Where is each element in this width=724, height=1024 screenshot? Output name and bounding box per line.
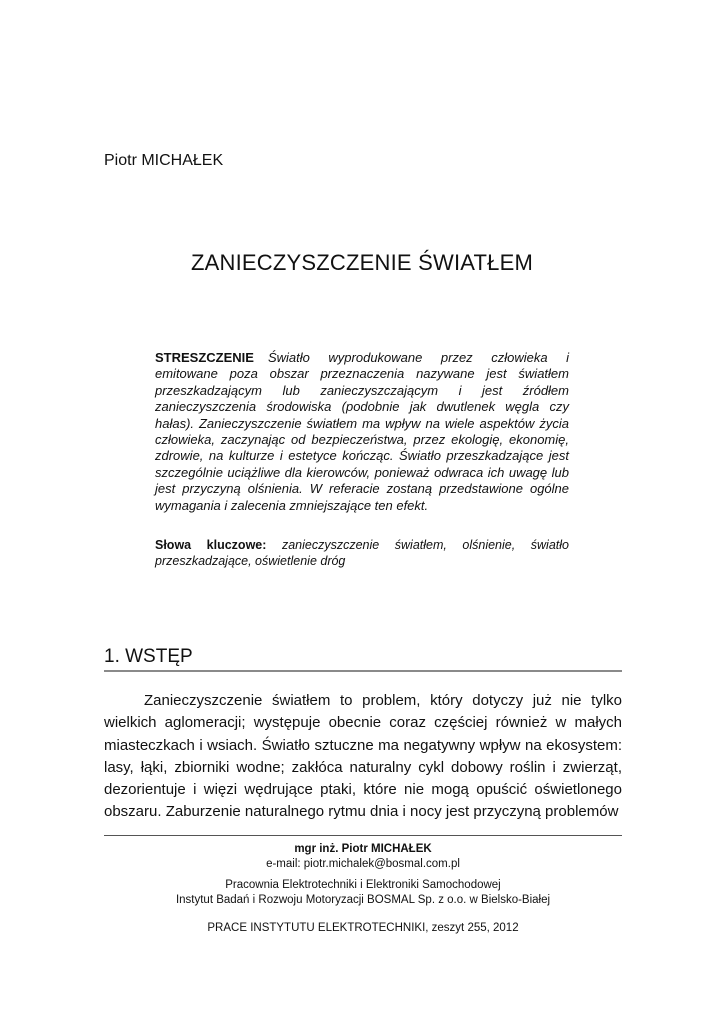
- keywords: [155, 537, 569, 570]
- footer-lab: Pracownia Elektrotechniki i Elektroniki Samochodowej: [225, 879, 501, 891]
- footer-institute: Instytut Badań i Rozwoju Motoryzacji BOSMAL Sp. z o.o. w Bielsko-Białej: [175, 894, 551, 906]
- footer-divider: [104, 835, 622, 836]
- footer-author-name: mgr inż. Piotr MICHAŁEK: [294, 843, 432, 855]
- footer-journal: PRACE INSTYTUTU ELEKTROTECHNIKI, zeszyt 255, 2012: [207, 922, 519, 934]
- body-paragraph: Zanieczyszczenie światłem to problem, który dotyczy już nie tylko wielkich aglomeracji; występuje obecnie coraz częściej również w małych miasteczkach i wsiach. Światło sztuczne ma negatywny wpływ na ekosystem: lasy, łąki, zbiorniki wodne; zakłóca naturalny cykl dobowy roślin i zwierząt, dezorientuje i więzi wędrujące ptaki, które nie mogą opuścić oświetlonego obszaru. Zaburzenie naturalnego rytmu dnia i nocy jest przyczyną problemów: [104, 692, 622, 821]
- abstract: [155, 350, 569, 514]
- keywords-text: zanieczyszczenie światłem, olśnienie, światło przeszkadzające, oświetlenie dróg: [155, 538, 569, 569]
- author-name: Piotr MICHAŁEK: [104, 152, 224, 169]
- section-heading: 1. WSTĘP: [104, 646, 622, 672]
- abstract-label: STRESZCZENIE: [155, 350, 254, 365]
- paper-title: ZANIECZYSZCZENIE ŚWIATŁEM: [191, 250, 533, 275]
- abstract-text: Światło wyprodukowane przez człowieka i emitowane poza obszar przeznaczenia nazywane jest światłem przeszkadzającym lub zanieczyszczającym i jest źródłem zanieczyszczenia środowiska (podobnie jak dwutlenek węgla czy hałas). Zanieczyszczenie światłem ma wpływ na wiele aspektów życia człowieka, zaczynając od bezpieczeństwa, przez ekologię, ekonomię, zdrowie, na kulturze i estetyce kończąc. Światło przeszkadzające jest szczególnie uciążliwe dla kierowców, ponieważ odwraca ich uwagę lub jest przyczyną olśnienia. W referacie zostaną przedstawione ogólne wymagania i zalecenia zmniejszające ten efekt.: [155, 350, 569, 513]
- footer-email: e-mail: piotr.michalek@bosmal.com.pl: [266, 858, 460, 870]
- keywords-label: Słowa kluczowe:: [155, 538, 267, 552]
